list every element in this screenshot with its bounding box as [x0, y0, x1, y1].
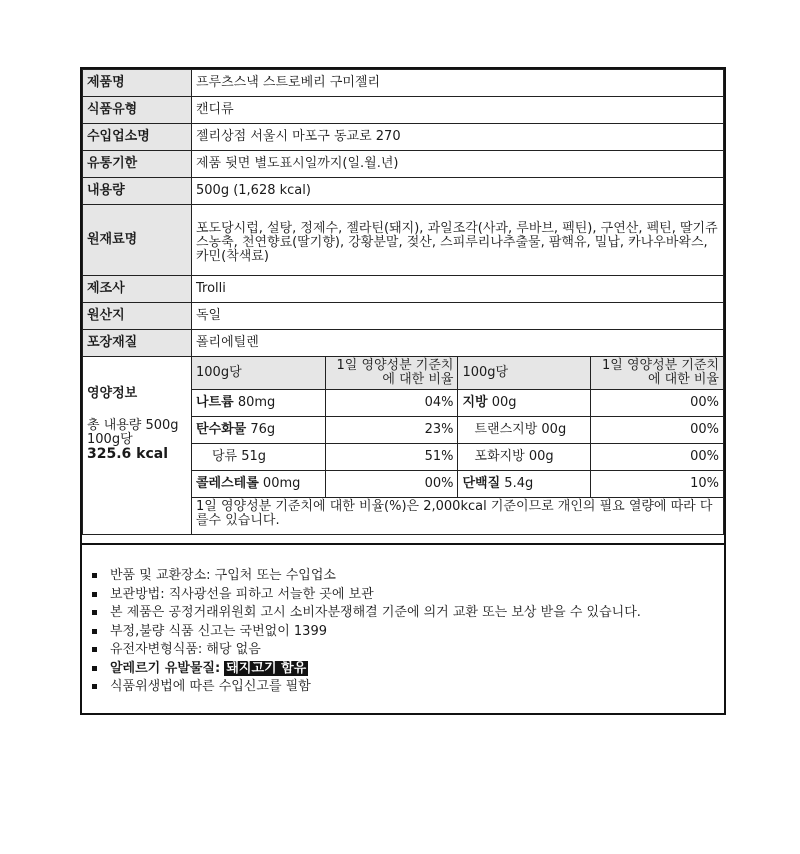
nutrient-name: 트랜스지방	[474, 422, 538, 437]
note-item: 본 제품은 공정거래위원회 고시 소비자분쟁해결 기준에 의거 교환 또는 보상 받을 수 있습니다.	[92, 604, 724, 623]
nutrient-cell	[192, 471, 326, 498]
nutrient-pct: 00%	[590, 444, 723, 471]
nutrition-row	[192, 390, 723, 417]
nutrition-total: 총 내용량 500g	[87, 418, 179, 433]
row-importer	[83, 124, 724, 151]
importer-label: 수입업소명	[83, 124, 192, 151]
nutrient-amount: 51g	[237, 449, 267, 464]
notes-list	[92, 567, 724, 697]
nutrient-name: 나트륨	[196, 395, 234, 410]
origin-label: 원산지	[83, 303, 192, 330]
nutrition-kcal: 325.6 kcal	[87, 446, 169, 462]
nutrient-amount: 00g	[487, 395, 517, 410]
packaging-value: 폴리에틸렌	[192, 330, 724, 357]
nutrient-amount: 00g	[537, 422, 567, 437]
header-per-left: 100g당	[192, 357, 326, 390]
nutrition-note: 1일 영양성분 기준치에 대한 비율(%)은 2,000kcal 기준이므로 개인의 필요 열량에 따라 다를수 있습니다.	[192, 498, 723, 535]
note-item: 반품 및 교환장소: 구입처 또는 수입업소	[92, 567, 724, 586]
expiry-value: 제품 뒷면 별도표시일까지(일.월.년)	[192, 151, 724, 178]
nutrient-pct: 00%	[590, 417, 723, 444]
note-item: 식품위생법에 따른 수입신고를 필함	[92, 678, 724, 697]
header-dv-left: 1일 영양성분 기준치에 대한 비율	[326, 357, 458, 390]
row-origin	[83, 303, 724, 330]
note-item: 유전자변형식품: 해당 없음	[92, 641, 724, 660]
row-manufacturer	[83, 276, 724, 303]
nutrition-label-cell	[83, 357, 192, 535]
product-info-table	[82, 69, 724, 535]
content-label: 내용량	[83, 178, 192, 205]
nutrient-name: 단백질	[462, 476, 501, 491]
row-food-type	[83, 97, 724, 124]
ingredients-value: 포도당시럽, 설탕, 정제수, 젤라틴(돼지), 과일조각(사과, 루바브, 펙틴), 구연산, 펙틴, 딸기쥬스농축, 천연향료(딸기향), 강황분말, 젖산, 스피루리나추출물, 팜핵유, 밀납, 카나우바왁스, 카민(착색료)	[192, 205, 724, 276]
row-content	[83, 178, 724, 205]
product-name-value: 프루츠스낵 스트로베리 구미젤리	[192, 70, 724, 97]
row-product-name	[83, 70, 724, 97]
nutrient-cell	[192, 444, 326, 471]
nutrient-amount: 80mg	[233, 395, 276, 410]
nutrient-name: 지방	[462, 395, 488, 410]
notes-section	[82, 543, 724, 697]
nutrition-row	[192, 471, 723, 498]
row-nutrition	[83, 357, 724, 535]
manufacturer-value: Trolli	[192, 276, 724, 303]
nutrition-per: 100g당	[87, 432, 133, 447]
manufacturer-label: 제조사	[83, 276, 192, 303]
nutrient-pct: 00%	[326, 471, 458, 498]
header-per-right: 100g당	[458, 357, 590, 390]
packaging-label: 포장재질	[83, 330, 192, 357]
allergy-value: 돼지고기 함유	[226, 660, 307, 676]
nutrient-cell	[458, 417, 590, 444]
nutrient-amount: 00mg	[258, 476, 301, 491]
nutrient-cell	[192, 417, 326, 444]
product-info-sheet	[80, 67, 726, 715]
nutrient-cell	[458, 471, 590, 498]
note-item-allergy	[92, 660, 724, 679]
nutrient-cell	[458, 390, 590, 417]
nutrient-pct: 10%	[590, 471, 723, 498]
nutrient-amount: 5.4g	[500, 476, 534, 491]
nutrient-amount: 00g	[524, 449, 554, 464]
nutrient-name: 당류	[212, 449, 238, 464]
nutrient-pct: 51%	[326, 444, 458, 471]
ingredients-label: 원재료명	[83, 205, 192, 276]
row-ingredients	[83, 205, 724, 276]
header-dv-right: 1일 영양성분 기준치에 대한 비율	[590, 357, 723, 390]
importer-value: 젤리상점 서울시 마포구 동교로 270	[192, 124, 724, 151]
nutrition-row	[192, 444, 723, 471]
food-type-label: 식품유형	[83, 97, 192, 124]
note-item: 보관방법: 직사광선을 피하고 서늘한 곳에 보관	[92, 586, 724, 605]
nutrient-cell	[192, 390, 326, 417]
food-type-value: 캔디류	[192, 97, 724, 124]
nutrition-table	[192, 357, 723, 534]
nutrition-table-cell	[192, 357, 724, 535]
product-name-label: 제품명	[83, 70, 192, 97]
nutrient-pct: 23%	[326, 417, 458, 444]
nutrient-amount: 76g	[246, 422, 276, 437]
row-expiry	[83, 151, 724, 178]
nutrient-pct: 04%	[326, 390, 458, 417]
nutrient-name: 포화지방	[474, 449, 525, 464]
nutrition-note-row	[192, 498, 723, 535]
note-item: 부정,불량 식품 신고는 국번없이 1399	[92, 623, 724, 642]
nutrient-pct: 00%	[590, 390, 723, 417]
row-packaging	[83, 330, 724, 357]
nutrient-name: 콜레스테롤	[196, 476, 259, 491]
nutrition-header-row	[192, 357, 723, 390]
nutrition-title: 영양정보	[87, 386, 138, 401]
origin-value: 독일	[192, 303, 724, 330]
expiry-label: 유통기한	[83, 151, 192, 178]
nutrient-cell	[458, 444, 590, 471]
allergy-label: 알레르기 유발물질:	[110, 660, 221, 676]
nutrient-name: 탄수화물	[196, 422, 247, 437]
nutrition-row	[192, 417, 723, 444]
content-value: 500g (1,628 kcal)	[192, 178, 724, 205]
